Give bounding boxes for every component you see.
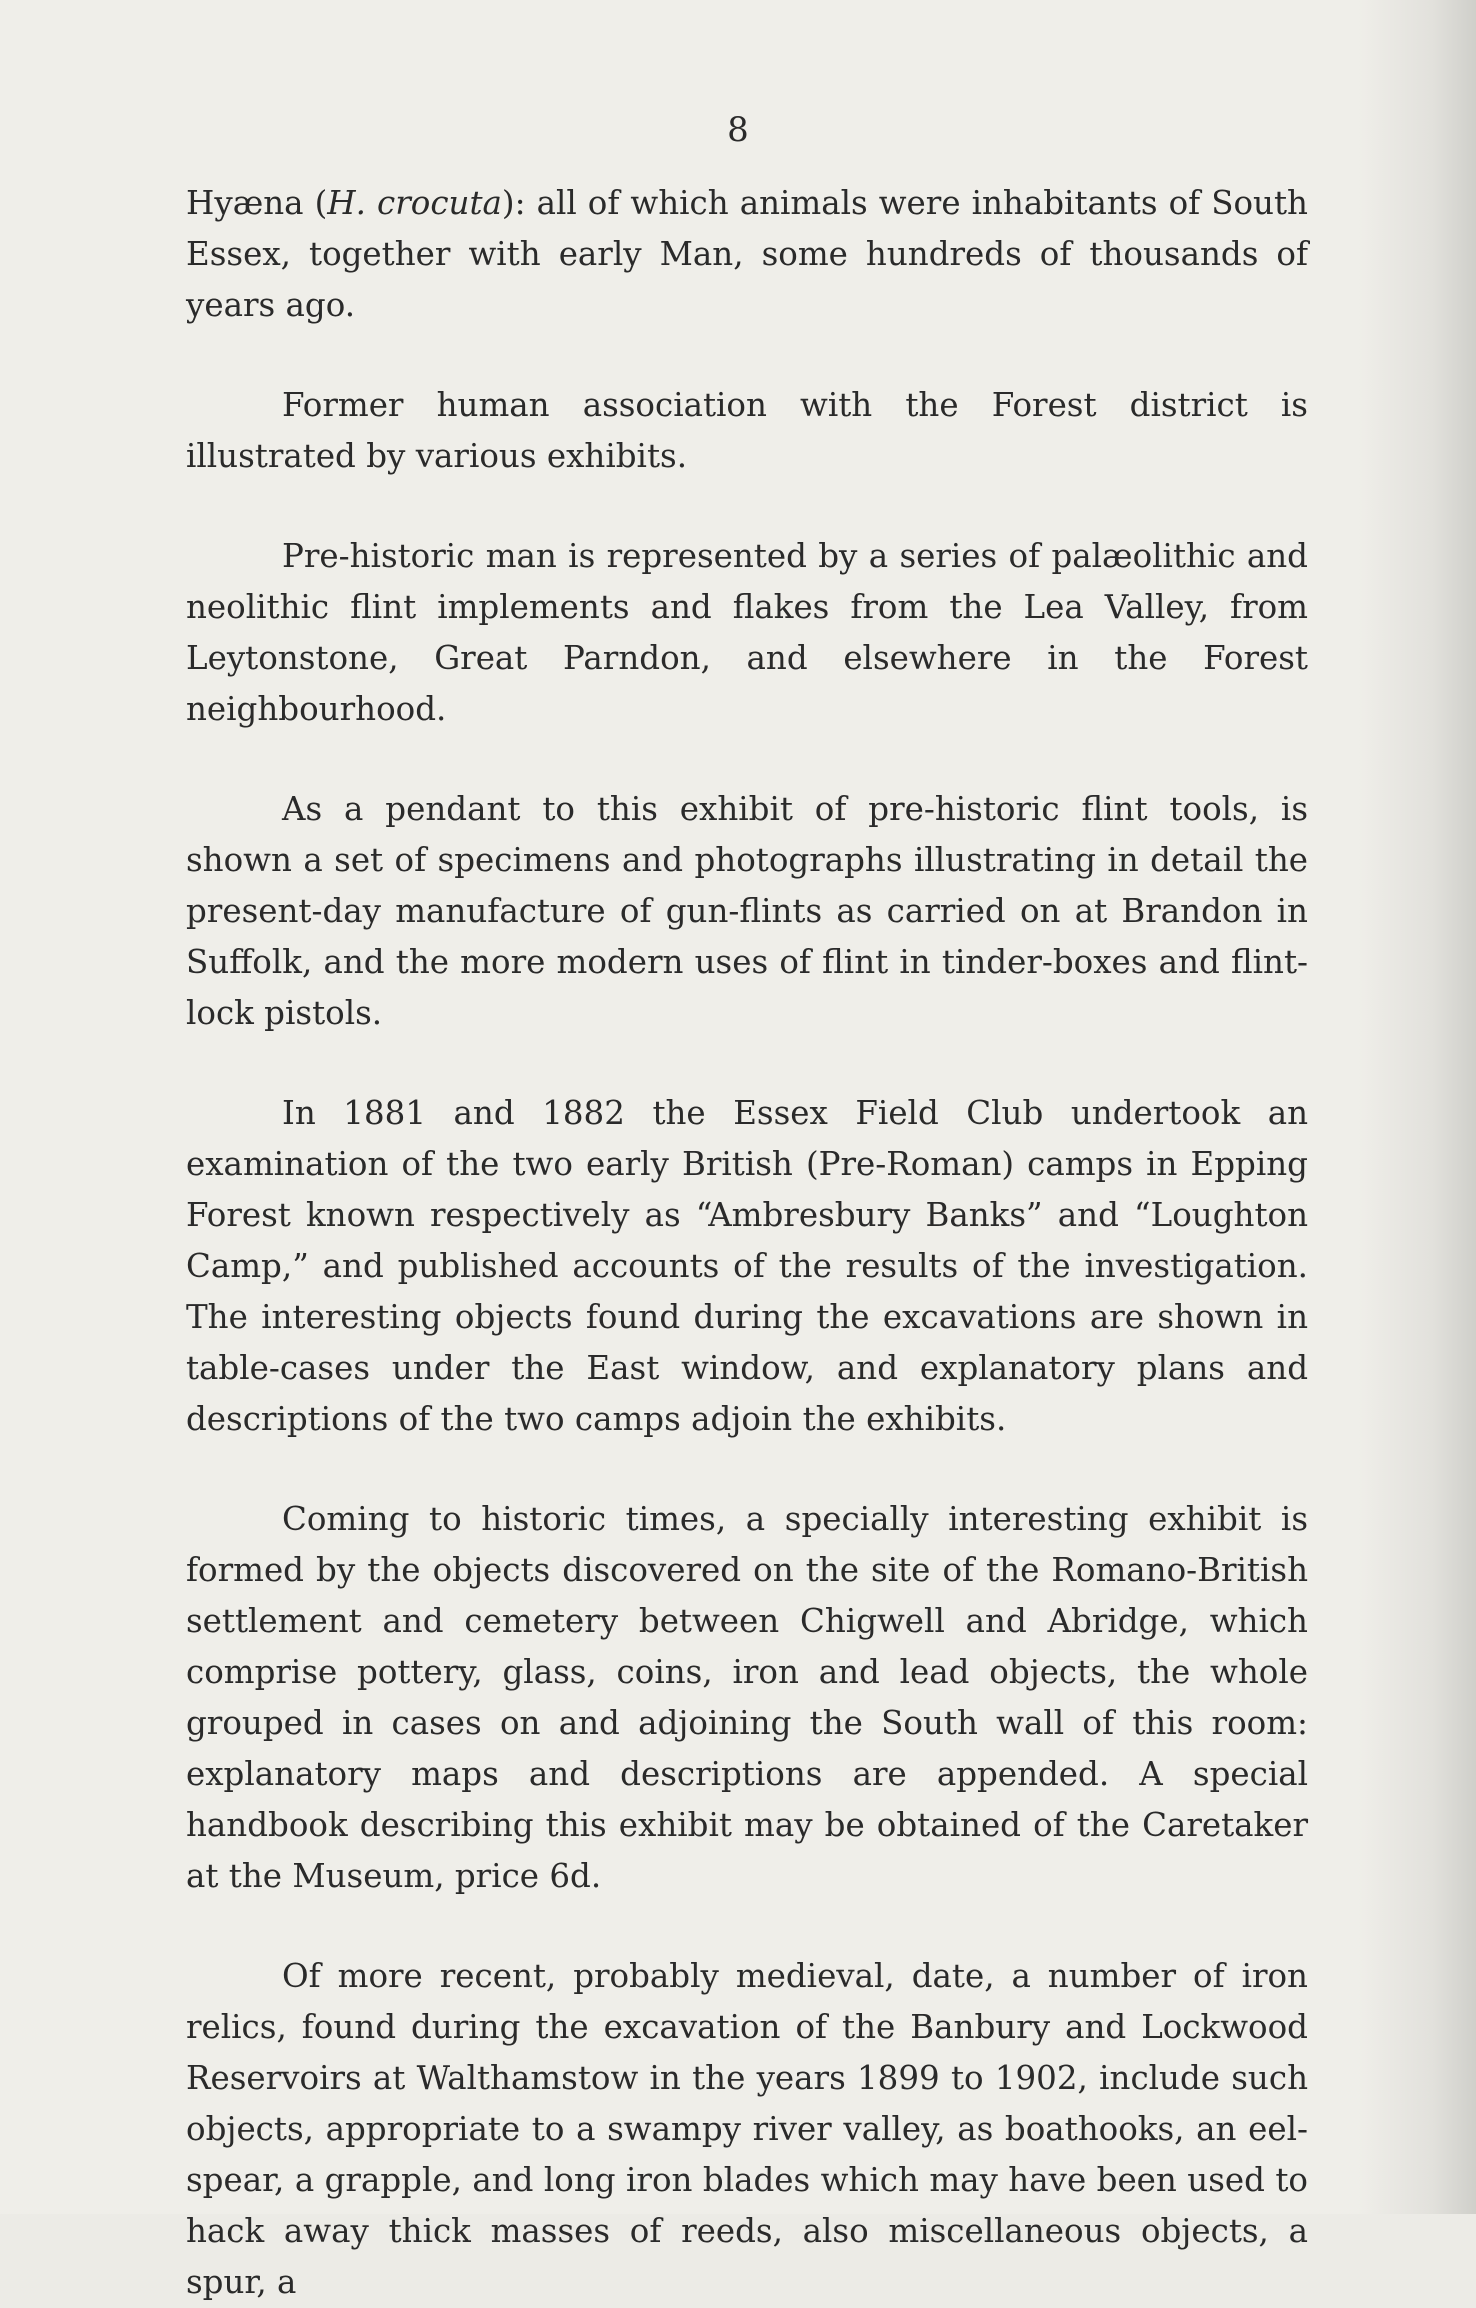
paragraph-7: Of more recent, probably medieval, date, a number of iron relics, found during the excavation of the Banbury and Lockwood Reservoirs at Walthamstow in the years 1899 to 1902, include such objects, appropriate to a swampy river valley, as boathooks, an eel-spear, a grapple, and long iron blades which may have been used to hack away thick masses of reeds, also miscellaneous objects, a spur, a	[186, 1957, 1308, 2301]
paragraph-1-pre: Hyæna (	[186, 184, 328, 222]
paragraph-4: As a pendant to this exhibit of pre-historic flint tools, is shown a set of specimens and photographs illustrating in detail the present-day manufacture of gun-flints as carried on at Brandon in Suffolk, and the more modern uses of flint in tinder-boxes and flint-lock pistols.	[186, 790, 1308, 1032]
paragraph-3: Pre-historic man is represented by a series of palæolithic and neolithic flint implements and flakes from the Lea Valley, from Leytonstone, Great Parndon, and elsewhere in the Forest neighbourhood.	[186, 537, 1308, 728]
body-text	[186, 178, 1308, 2308]
paragraph-2: Former human association with the Forest district is illustrated by various exhibits.	[186, 386, 1308, 475]
species-name-italic: H. crocuta	[327, 184, 502, 222]
page-number: 8	[727, 110, 749, 150]
paragraph-5: In 1881 and 1882 the Essex Field Club undertook an examination of the two early British (Pre-Roman) camps in Epping Forest known respectively as “Ambresbury Banks” and “Loughton Camp,” and published accounts of the results of the investigation. The interesting objects found during the excavations are shown in table-cases under the East window, and explanatory plans and descriptions of the two camps adjoin the exhibits.	[186, 1094, 1308, 1438]
paragraph-6: Coming to historic times, a specially interesting exhibit is formed by the objects discovered on the site of the Romano-British settlement and cemetery between Chigwell and Abridge, which comprise pottery, glass, coins, iron and lead objects, the whole grouped in cases on and adjoining the South wall of this room: explanatory maps and descriptions are appended. A special handbook describing this exhibit may be obtained of the Caretaker at the Museum, price 6d.	[186, 1500, 1308, 1895]
paragraph-1-post: ): all of which animals were inhabitants of South Essex, together with early Man, some hundreds of thousands of years ago.	[186, 184, 1308, 324]
paragraph-1	[186, 178, 1308, 331]
